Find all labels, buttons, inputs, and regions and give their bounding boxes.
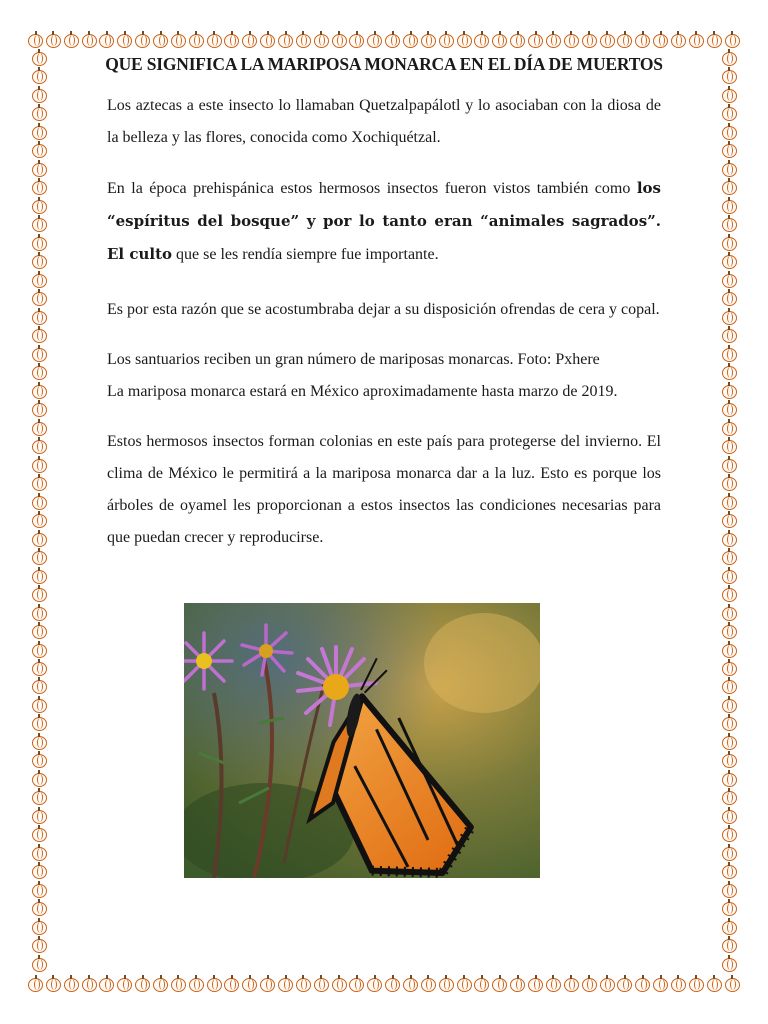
pumpkin-icon	[474, 978, 489, 992]
pumpkin-icon	[722, 902, 737, 916]
pumpkin-icon	[722, 200, 737, 214]
pumpkin-icon	[32, 514, 47, 528]
pumpkin-icon	[457, 978, 472, 992]
pumpkin-icon	[689, 34, 704, 48]
pumpkin-icon	[207, 34, 222, 48]
pumpkin-icon	[32, 385, 47, 399]
pumpkin-icon	[32, 89, 47, 103]
pumpkin-icon	[722, 477, 737, 491]
pumpkin-icon	[224, 34, 239, 48]
paragraph-aztecs: Los aztecas a este insecto lo llamaban Quetzalpapálotl y lo asociaban con la diosa de la belleza y las flores, conocida como Xochiquétzal.	[107, 97, 661, 146]
pumpkin-icon	[671, 34, 686, 48]
pumpkin-icon	[403, 978, 418, 992]
pumpkin-icon	[403, 34, 418, 48]
pumpkin-icon	[32, 884, 47, 898]
pumpkin-icon	[528, 978, 543, 992]
pumpkin-icon	[32, 607, 47, 621]
pumpkin-icon	[207, 978, 222, 992]
pumpkin-icon	[421, 34, 436, 48]
pumpkin-icon	[32, 163, 47, 177]
pumpkin-icon	[32, 70, 47, 84]
pumpkin-icon	[32, 847, 47, 861]
page-title: QUE SIGNIFICA LA MARIPOSA MONARCA EN EL DÍA DE MUERTOS	[105, 54, 663, 74]
pumpkin-icon	[189, 978, 204, 992]
pumpkin-icon	[722, 422, 737, 436]
pumpkin-icon	[28, 978, 43, 992]
pumpkin-icon	[135, 34, 150, 48]
pumpkin-icon	[722, 588, 737, 602]
pumpkin-icon	[32, 644, 47, 658]
pumpkin-icon	[722, 181, 737, 195]
pumpkin-icon	[32, 144, 47, 158]
pumpkin-icon	[32, 754, 47, 768]
pumpkin-icon	[439, 978, 454, 992]
pumpkin-icon	[492, 978, 507, 992]
pumpkin-icon	[722, 163, 737, 177]
pumpkin-icon	[439, 34, 454, 48]
pumpkin-icon	[314, 978, 329, 992]
pumpkin-icon	[617, 34, 632, 48]
pumpkin-icon	[278, 34, 293, 48]
pumpkin-icon	[510, 978, 525, 992]
pumpkin-icon	[278, 978, 293, 992]
pumpkin-icon	[32, 440, 47, 454]
pumpkin-icon	[722, 865, 737, 879]
pumpkin-icon	[135, 978, 150, 992]
pumpkin-icon	[722, 644, 737, 658]
pumpkin-icon	[564, 978, 579, 992]
pumpkin-icon	[242, 34, 257, 48]
monarch-butterfly-photo	[184, 603, 540, 878]
pumpkin-icon	[722, 329, 737, 343]
pumpkin-icon	[722, 847, 737, 861]
pumpkin-icon	[224, 978, 239, 992]
pumpkin-icon	[722, 625, 737, 639]
pumpkin-icon	[32, 107, 47, 121]
pumpkin-icon	[722, 828, 737, 842]
pumpkin-icon	[722, 717, 737, 731]
sanctuaries-line-1: Los santuarios reciben un gran número de mariposas monarcas. Foto: Pxhere	[107, 351, 600, 368]
pumpkin-icon	[32, 773, 47, 787]
pumpkin-icon	[153, 34, 168, 48]
pumpkin-icon	[32, 699, 47, 713]
pumpkin-icon	[707, 978, 722, 992]
paragraph-sanctuaries	[107, 344, 661, 408]
pumpkin-icon	[707, 34, 722, 48]
pumpkin-icon	[653, 978, 668, 992]
pumpkin-icon	[722, 274, 737, 288]
pumpkin-icon	[722, 366, 737, 380]
pumpkin-icon	[32, 921, 47, 935]
pumpkin-icon	[296, 34, 311, 48]
paragraph-prehispanic-start: En la época prehispánica estos hermosos insectos fueron vistos también como	[107, 180, 637, 197]
pumpkin-icon	[528, 34, 543, 48]
pumpkin-icon	[32, 625, 47, 639]
pumpkin-icon	[46, 34, 61, 48]
pumpkin-icon	[474, 34, 489, 48]
pumpkin-icon	[689, 978, 704, 992]
pumpkin-icon	[722, 921, 737, 935]
pumpkin-icon	[260, 978, 275, 992]
paragraph-colonies: Estos hermosos insectos forman colonias en este país para protegerse del invierno. El clima de México le permitirá a la mariposa monarca dar a la luz. Esto es porque los árboles de oyamel les proporcionan a estos insectos las condiciones necesarias para que puedan crecer y reproducirse.	[107, 433, 661, 546]
pumpkin-icon	[367, 978, 382, 992]
pumpkin-icon	[546, 34, 561, 48]
pumpkin-icon	[722, 607, 737, 621]
pumpkin-icon	[600, 34, 615, 48]
pumpkin-icon	[332, 34, 347, 48]
pumpkin-icon	[722, 662, 737, 676]
pumpkin-icon	[32, 274, 47, 288]
pumpkin-icon	[99, 978, 114, 992]
pumpkin-icon	[189, 34, 204, 48]
pumpkin-icon	[32, 403, 47, 417]
pumpkin-icon	[722, 514, 737, 528]
pumpkin-border-right	[718, 52, 740, 972]
pumpkin-icon	[722, 348, 737, 362]
pumpkin-icon	[564, 34, 579, 48]
pumpkin-icon	[32, 551, 47, 565]
pumpkin-icon	[722, 440, 737, 454]
pumpkin-icon	[722, 255, 737, 269]
pumpkin-icon	[722, 218, 737, 232]
pumpkin-icon	[32, 366, 47, 380]
pumpkin-icon	[32, 791, 47, 805]
pumpkin-icon	[32, 810, 47, 824]
pumpkin-icon	[32, 181, 47, 195]
pumpkin-icon	[421, 978, 436, 992]
pumpkin-icon	[722, 958, 737, 972]
paragraph-prehispanic	[107, 172, 661, 271]
pumpkin-icon	[722, 533, 737, 547]
pumpkin-icon	[332, 978, 347, 992]
pumpkin-icon	[722, 385, 737, 399]
paragraph-prehispanic-end: que se les rendía siempre fue importante.	[172, 246, 439, 263]
pumpkin-icon	[117, 34, 132, 48]
pumpkin-icon	[725, 978, 740, 992]
pumpkin-icon	[722, 884, 737, 898]
pumpkin-icon	[722, 107, 737, 121]
pumpkin-icon	[722, 144, 737, 158]
pumpkin-icon	[64, 978, 79, 992]
pumpkin-icon	[722, 496, 737, 510]
pumpkin-icon	[32, 292, 47, 306]
pumpkin-icon	[582, 978, 597, 992]
pumpkin-icon	[722, 70, 737, 84]
pumpkin-icon	[722, 89, 737, 103]
pumpkin-icon	[722, 570, 737, 584]
pumpkin-icon	[32, 422, 47, 436]
pumpkin-icon	[117, 978, 132, 992]
pumpkin-icon	[64, 34, 79, 48]
pumpkin-icon	[385, 34, 400, 48]
pumpkin-icon	[722, 311, 737, 325]
pumpkin-icon	[722, 292, 737, 306]
pumpkin-icon	[32, 126, 47, 140]
pumpkin-icon	[171, 34, 186, 48]
pumpkin-icon	[32, 570, 47, 584]
paragraph-offerings: Es por esta razón que se acostumbraba dejar a su disposición ofrendas de cera y copal.	[107, 301, 660, 318]
pumpkin-icon	[653, 34, 668, 48]
pumpkin-icon	[367, 34, 382, 48]
pumpkin-icon	[671, 978, 686, 992]
pumpkin-icon	[46, 978, 61, 992]
pumpkin-icon	[32, 533, 47, 547]
pumpkin-icon	[32, 736, 47, 750]
pumpkin-icon	[722, 52, 737, 66]
pumpkin-icon	[32, 477, 47, 491]
pumpkin-icon	[32, 865, 47, 879]
pumpkin-icon	[32, 52, 47, 66]
pumpkin-icon	[722, 680, 737, 694]
pumpkin-icon	[153, 978, 168, 992]
pumpkin-icon	[82, 978, 97, 992]
sanctuaries-line-2: La mariposa monarca estará en México aproximadamente hasta marzo de 2019.	[107, 383, 618, 400]
pumpkin-icon	[32, 902, 47, 916]
pumpkin-icon	[385, 978, 400, 992]
pumpkin-icon	[722, 754, 737, 768]
pumpkin-icon	[722, 699, 737, 713]
pumpkin-icon	[635, 978, 650, 992]
pumpkin-icon	[722, 791, 737, 805]
pumpkin-icon	[722, 551, 737, 565]
pumpkin-icon	[722, 459, 737, 473]
pumpkin-border-left	[28, 52, 50, 972]
pumpkin-icon	[32, 717, 47, 731]
pumpkin-icon	[32, 255, 47, 269]
pumpkin-icon	[314, 34, 329, 48]
pumpkin-icon	[32, 958, 47, 972]
pumpkin-icon	[99, 34, 114, 48]
pumpkin-icon	[617, 978, 632, 992]
pumpkin-border-top	[28, 30, 740, 52]
pumpkin-icon	[171, 978, 186, 992]
pumpkin-icon	[722, 403, 737, 417]
pumpkin-icon	[582, 34, 597, 48]
pumpkin-icon	[32, 662, 47, 676]
pumpkin-icon	[82, 34, 97, 48]
pumpkin-icon	[457, 34, 472, 48]
pumpkin-icon	[722, 939, 737, 953]
pumpkin-icon	[349, 978, 364, 992]
pumpkin-icon	[725, 34, 740, 48]
pumpkin-icon	[32, 588, 47, 602]
pumpkin-icon	[510, 34, 525, 48]
pumpkin-icon	[32, 459, 47, 473]
pumpkin-icon	[32, 237, 47, 251]
pumpkin-icon	[32, 496, 47, 510]
pumpkin-icon	[296, 978, 311, 992]
pumpkin-icon	[722, 736, 737, 750]
pumpkin-icon	[32, 329, 47, 343]
pumpkin-icon	[32, 680, 47, 694]
pumpkin-icon	[28, 34, 43, 48]
pumpkin-icon	[722, 126, 737, 140]
pumpkin-icon	[32, 218, 47, 232]
pumpkin-border-bottom	[28, 974, 740, 996]
pumpkin-icon	[32, 200, 47, 214]
pumpkin-icon	[242, 978, 257, 992]
pumpkin-icon	[722, 810, 737, 824]
pumpkin-icon	[600, 978, 615, 992]
pumpkin-icon	[722, 237, 737, 251]
pumpkin-icon	[32, 828, 47, 842]
paragraph-prehispanic-bold: los “espíritus del bosque” y por lo tanto eran “animales sagrados”. El culto	[107, 179, 661, 263]
pumpkin-icon	[722, 773, 737, 787]
pumpkin-icon	[492, 34, 507, 48]
pumpkin-icon	[260, 34, 275, 48]
pumpkin-icon	[635, 34, 650, 48]
pumpkin-icon	[32, 311, 47, 325]
pumpkin-icon	[32, 348, 47, 362]
pumpkin-icon	[546, 978, 561, 992]
pumpkin-icon	[32, 939, 47, 953]
pumpkin-icon	[349, 34, 364, 48]
